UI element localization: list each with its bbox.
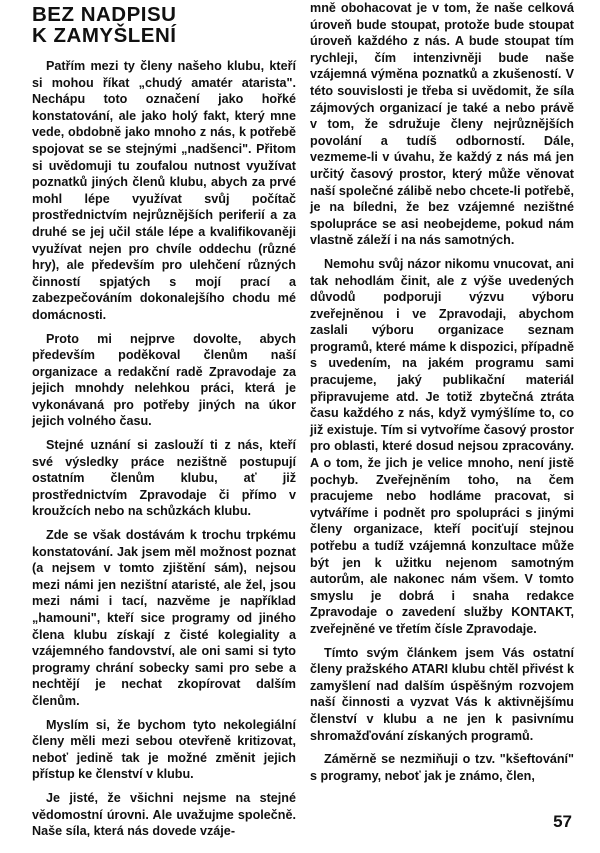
paragraph: Tímto svým článkem jsem Vás ostatní členy pražského ATARI klubu chtěl přivést k zamyšlení nad dalším úspěšným rozvojem naší činnosti a vyzvat Vás k aktivnějšímu členství v klubu a ne jen k pasivnímu shromažďování získaných programů. [310, 645, 574, 743]
title-line-1: BEZ NADPISU [32, 3, 177, 26]
paragraph: Záměrně se nezmiňuji o tzv. "kšeftování" s programy, neboť jak je známo, člen, [310, 752, 574, 783]
paragraph: Je jisté, že všichni nejsme na stejné vědomostní úrovni. Ale uvažujme společně. Naše síla, která nás dovede vzáje- [32, 790, 296, 839]
paragraph: Stejné uznání si zaslouží ti z nás, kteří své výsledky práce nezištně postupují ostatním členům klubu, ať již prostřednictvím Zpravodaje či přímo v kroužcích nebo na schůzkách klubu. [32, 438, 296, 519]
article-title [32, 4, 296, 46]
left-column [32, 4, 296, 847]
paragraph: Proto mi nejprve dovolte, abych především poděkoval členům naší organizace a redakční radě Zpravodaje za jejich mnohdy nelehkou práci, která je vykonávaná pro potřeby jiných na úkor jejich volného času. [32, 331, 296, 429]
paragraph-continued: mně obohacovat je v tom, že naše celková úroveň bude stoupat, protože bude stoupat úroveň každého z nás. A bude stoupat tím rychleji, čím intenzivněji bude naše vzájemná výměna poznatků a zkušeností. V této souvislosti je třeba si uvědomit, že síla zájmových organizací je také a nebo právě v tom, že sdružuje členy nejrůznějších povolání a tudíš odborností. Dále, vezmeme-li v úvahu, že každý z nás má jen určitý časový prostor, který může věnovat naší společné zálibě nebo chcete-li potřebě, je na bíledni, že bez vzájemné nezištné spolupráce se asi neobejdeme, pokud nám vlastně záleží i na nás samotných. [310, 1, 574, 248]
paragraph: Zde se však dostávám k trochu trpkému konstatování. Jak jsem měl možnost poznat (a nejsem v tomto zjištění sám), nejsou mezi námi jen nezištní ataristé, ale žel, jsou mezi námi i tací, nazvěme je například „hamouni", kteří sice programy od jiného člena klubu získají z čisté kolegiality a vzájemného fandovství, ale oni sami si tyto programy chrání sobecky sami pro sebe a nechtějí je nechat zkopírovat dalším členům. [32, 528, 296, 708]
paragraph: Myslím si, že bychom tyto nekolegiální členy měli mezi sebou otevřeně kritizovat, neboť jedině tak je možné změnit jejich přístup ke členství v klubu. [32, 717, 296, 782]
page-number: 57 [553, 812, 572, 831]
paragraph: Nemohu svůj názor nikomu vnucovat, ani tak nehodlám činit, ale z výše uvedených důvodů podporuji výzvu výboru zveřejněnou i ve Zpravodaji, abychom zaslali výboru organizace seznam programů, které máme k dispozici, případně s uvedením, na jakém programu sami pracujeme, jaký publikační materiál připravujeme atd. Je totiž zbytečná ztráta času každého z nás, když vymýšlíme to, co již existuje. Tím si vytvoříme časový prostor pro oblasti, které dosud nejsou zpracovány. A o tom, že jich je velice mnoho, není jistě pochyb. Zveřejněním toho, na čem pracujeme nebo hodláme pracovat, si vytváříme i podnět pro spolupráci s jinými členy organizace, kteří pociťují stejnou potřebu a tudíž vzájemná konzultace může být jen k užitku nejenom samotným autorům, ale nakonec nám všem. V tomto smyslu je dobrá i snaha redakce Zpravodaje o zavedení služby KONTAKT, zveřejněné ve třetím čísle Zpravodaje. [310, 256, 574, 636]
right-column [310, 0, 574, 791]
paragraph: Patřím mezi ty členy našeho klubu, kteří si mohou říkat „chudý amatér atarista". Nechápu toto označení jako hořké konstatování, ale jako holý fakt, který mne vede, obdobně jako mnoho z nás, k potřebě spojovat se se stejnými „nadšenci". Přitom si uvědomuji tu zoufalou nutnost využívat poznatků jiných členů klubu, abych za prvé mohl lépe využívat svůj počítač prostřednictvím nejrůznějších periferií a za druhé se jej učil stále lépe a kvalifikovaněji využívat nejen pro chvíle oddechu (různé hry), ale především pro ulehčení různých činností spjatých s mojí prací a zabezpečováním dokonalejšího chodu mé domácnosti. [32, 59, 296, 322]
title-line-2: K ZAMYŠLENÍ [32, 24, 177, 47]
